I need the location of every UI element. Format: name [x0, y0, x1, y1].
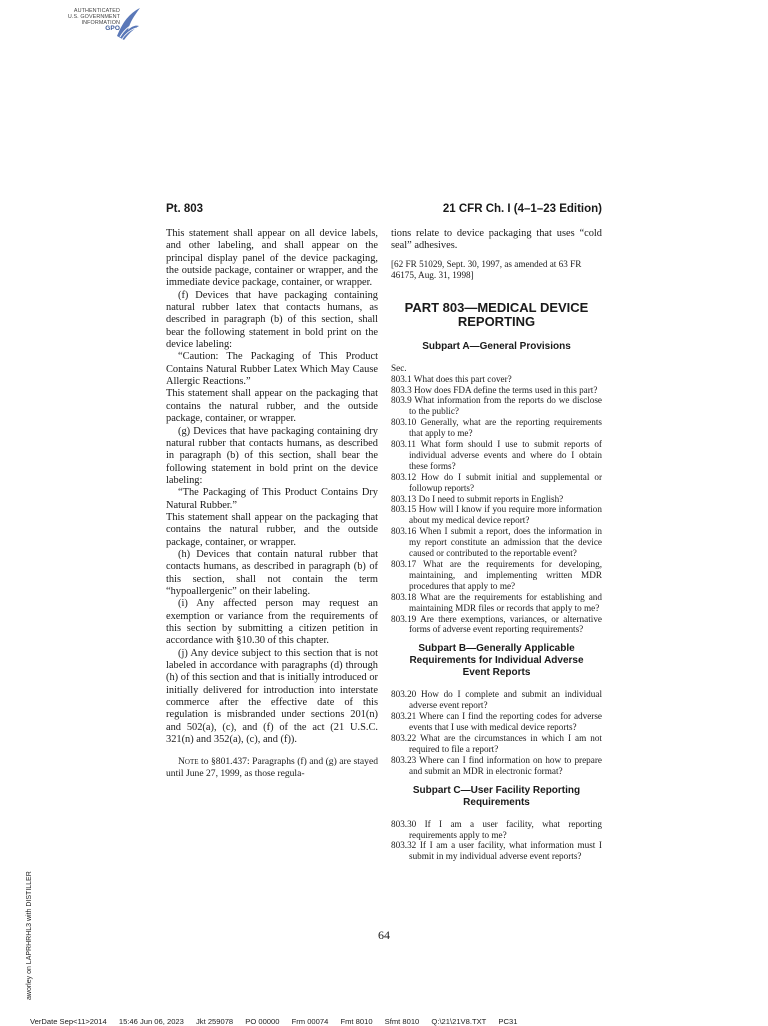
note [166, 756, 378, 779]
toc-item: 803.22 What are the circumstances in which I am not required to file a report? [391, 732, 602, 754]
toc-item: 803.9 What information from the reports do we disclose to the public? [391, 395, 602, 417]
subpart-heading: Subpart C—User Facility Reporting Requirements [412, 784, 581, 808]
footer-timestamp: 15:46 Jun 06, 2023 [118, 1017, 184, 1026]
toc-item: 803.11 What form should I use to submit reports of individual adverse events and where do I obtain these forms? [391, 439, 602, 471]
caution-statement: “The Packaging of This Product Contains Dry Natural Rubber.” [166, 487, 378, 511]
gpo-logo-line: U.S. GOVERNMENT [67, 14, 120, 20]
toc-list [391, 689, 602, 776]
footer-verdate: VerDate Sep<11>2014 [30, 1017, 107, 1026]
toc-item: 803.3 How does FDA define the terms used in this part? [391, 384, 598, 395]
part-title: PART 803—MEDICAL DEVICE REPORTING [404, 299, 589, 329]
gpo-logo-line: INFORMATION [81, 20, 120, 26]
caution-statement: “Caution: The Packaging of This Product Contains Natural Rubber Latex Which May Cause Allergic Reactions.” [166, 351, 378, 388]
gpo-logo-text [58, 8, 120, 32]
paragraph: (f) Devices that have packaging containing natural rubber latex that contacts humans, as described in paragraph (b) of this section, shall bear the following statement in bold print on the device labeling: [166, 289, 378, 351]
subpart-heading: Subpart A—General Provisions [422, 340, 571, 352]
toc-item: 803.16 When I submit a report, does the information in my report constitute an admission that the device caused or contributed to the reportable event? [391, 526, 602, 559]
toc-item: 803.21 Where can I find the reporting codes for adverse events that I use with medical device reports? [391, 711, 602, 733]
eagle-icon [114, 6, 142, 44]
footer-pc: PC31 [498, 1017, 518, 1026]
gpo-logo-tag: GPO [105, 25, 120, 32]
toc-item: 803.19 Are there exemptions, variances, or alternative forms of adverse event reporting requirements? [391, 613, 602, 635]
paragraph: (g) Devices that have packaging containing dry natural rubber that contacts humans, as described in paragraph (b) of this section, shall bear the following statement in bold print on the device labeling: [166, 425, 378, 486]
page-number: 64 [378, 928, 390, 942]
footer-fmt: Fmt 8010 [340, 1017, 373, 1026]
running-head [166, 203, 602, 219]
footer-file-path: Q:\21\21V8.TXT [431, 1017, 487, 1026]
footer-sfmt: Sfmt 8010 [384, 1017, 420, 1026]
subpart-heading: Subpart B—Generally Applicable Requirements for Individual Adverse Event Reports [409, 643, 584, 679]
source-citation: [62 FR 51029, Sept. 30, 1997, as amended at 63 FR 46175, Aug. 31, 1998] [391, 258, 582, 280]
paragraph: tions relate to device packaging that uses “cold seal” adhesives. [391, 228, 602, 252]
paragraph: (i) Any affected person may request an exemption or variance from the requirements of this section by submitting a citizen petition in accordance with §10.30 of this chapter. [166, 598, 378, 647]
footer-po: PO 00000 [245, 1017, 280, 1026]
toc-item: 803.15 How will I know if you require more information about my medical device report? [391, 504, 602, 526]
note-text: to §801.437: Paragraphs (f) and (g) are stayed until June 27, 1999, as those regula- [166, 756, 378, 779]
part-number-header: Pt. 803 [166, 203, 204, 215]
footer-jkt: Jkt 259078 [196, 1017, 234, 1026]
toc-list [391, 374, 602, 636]
toc-item: 803.20 How do I complete and submit an individual adverse event report? [391, 689, 602, 711]
gpo-logo-line: AUTHENTICATED [73, 8, 120, 14]
section-label: Sec. [391, 362, 407, 373]
gpo-authentication-logo [58, 6, 140, 48]
paragraph: This statement shall appear on the packaging that contains the natural rubber, and the outside package, container, or wrapper. [166, 388, 378, 425]
paragraph: (h) Devices that contain natural rubber that contacts humans, as described in paragraph (b) of this section, shall not contain the term “hypoallergenic” on their labeling. [166, 548, 378, 597]
vertical-margin-note: aworley on LAPRHRHL3 with DISTILLER [26, 871, 33, 1000]
left-column [166, 228, 378, 789]
print-footer [30, 1017, 570, 1026]
toc-item: 803.23 Where can I find information on how to prepare and submit an MDR in electronic format? [391, 754, 602, 776]
toc-item: 803.10 Generally, what are the reporting requirements that apply to me? [391, 417, 602, 439]
footer-frm: Frm 00074 [291, 1017, 329, 1026]
paragraph: (j) Any device subject to this section that is not labeled in accordance with paragraphs (d) through (h) of this section and that is initially introduced or initially delivered for introduction into interstate commerce after the effective date of this regulation is misbranded under sections 201(n) and 502(a), (c), and (f) of the act (21 U.S.C. 321(n) and 352(a), (c), and (f)). [166, 647, 378, 746]
toc-item: 803.32 If I am a user facility, what information must I submit in my individual adverse event reports? [391, 840, 602, 862]
toc-item: 803.18 What are the requirements for establishing and maintaining MDR files or records that apply to me? [391, 591, 602, 613]
toc-item: 803.12 How do I submit initial and supplemental or followup reports? [391, 471, 602, 493]
paragraph: This statement shall appear on the packaging that contains the natural rubber, and the outside package, container, or wrapper. [166, 511, 378, 548]
toc-item: 803.13 Do I need to submit reports in English? [391, 493, 564, 504]
toc-item: 803.1 What does this part cover? [391, 373, 512, 384]
toc-list [391, 819, 602, 863]
toc-item: 803.30 If I am a user facility, what reporting requirements apply to me? [391, 818, 602, 840]
paragraph: This statement shall appear on all device labels, and other labeling, and shall appear on the principal display panel of the device packaging, the outside package, container or wrapper, and the immediate device package, container, or wrapper. [166, 228, 378, 289]
note-label: Note [178, 756, 199, 768]
right-column [391, 228, 602, 862]
cfr-edition-header: 21 CFR Ch. I (4–1–23 Edition) [442, 203, 602, 215]
toc-item: 803.17 What are the requirements for developing, maintaining, and implementing written MDR procedures that apply to me? [391, 559, 602, 591]
